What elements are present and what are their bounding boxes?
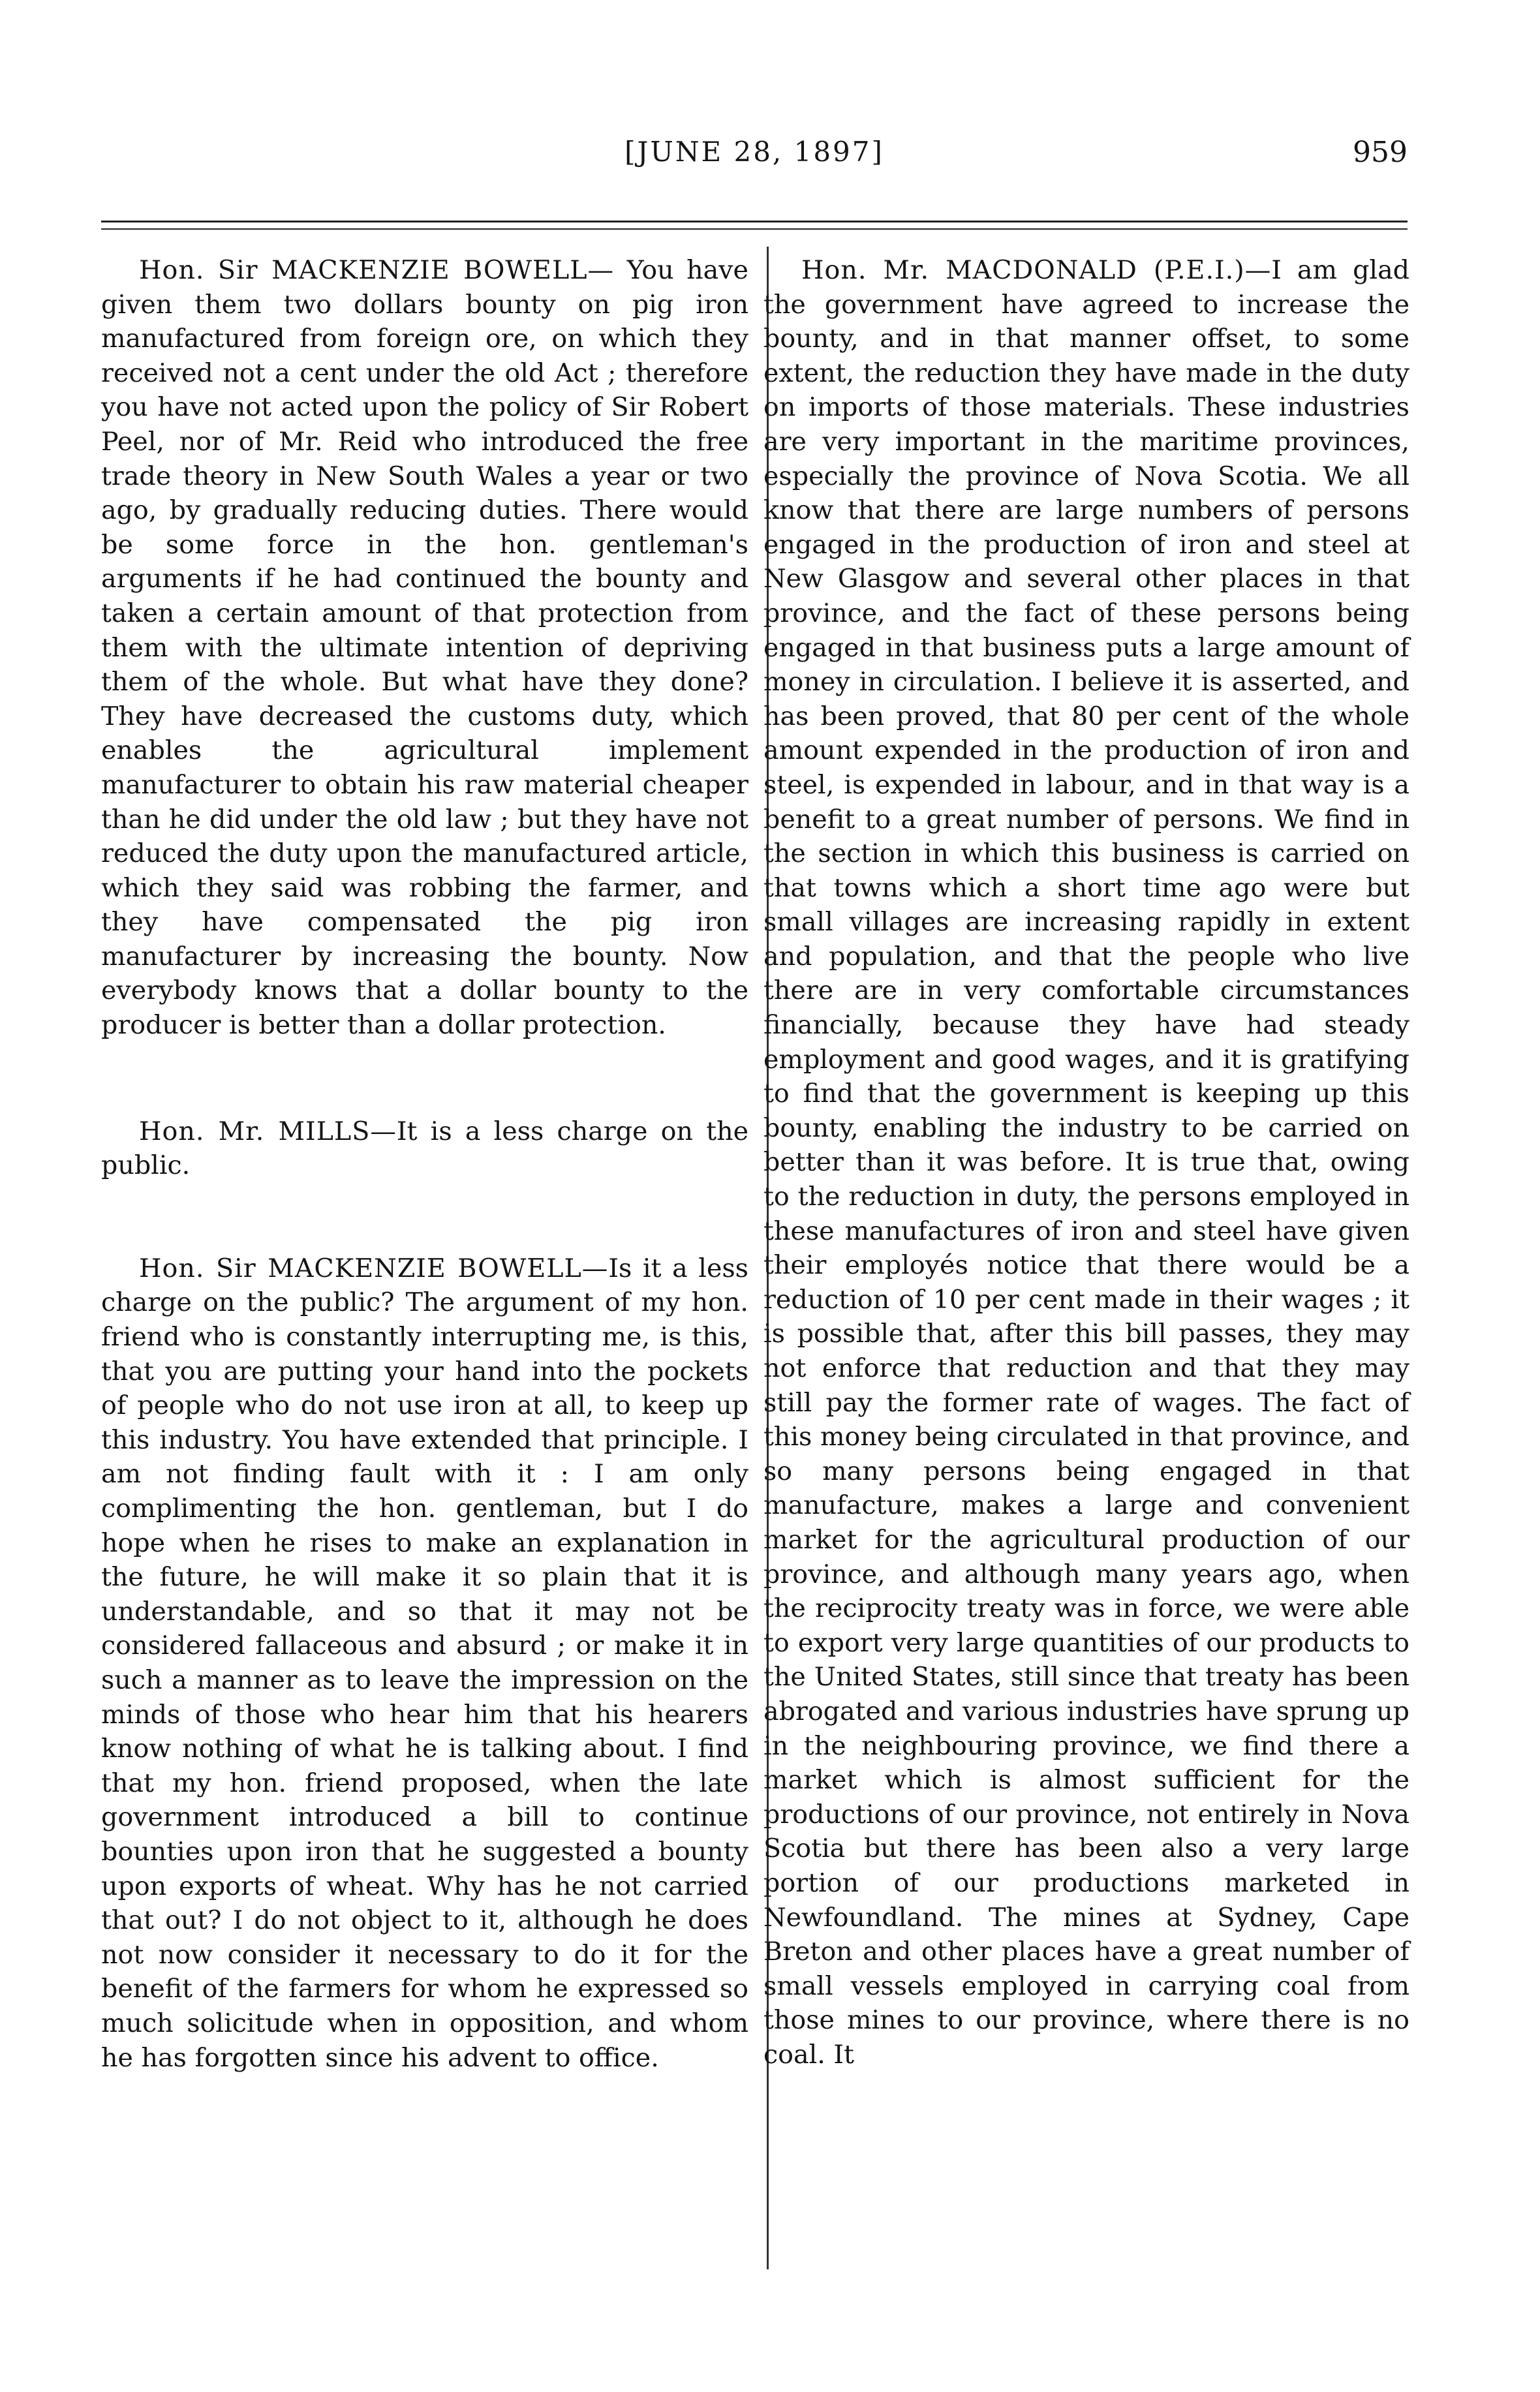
paragraph xyxy=(101,1251,748,2075)
speaker-name: Hon. Sir MACKENZIE BOWELL— xyxy=(139,1253,609,1283)
page-header xyxy=(101,136,1408,181)
right-column xyxy=(763,253,1409,2072)
speaker-name: Hon. Mr. MILLS— xyxy=(139,1116,397,1146)
paragraph-text: It is a less charge on the public. xyxy=(101,1116,749,1181)
paragraph-gap xyxy=(101,1043,748,1114)
paragraph-text: You have given them two dollars bounty on pig iron manufactured from foreign ore, on which they received not a cent under the old Act ; therefore you have not acted upon the policy of Sir Robert Peel, nor of Mr. Reid who introduced the free trade theory in New South Wales a year or two ago, by gradually reducing duties. There would be some force in the hon. gentleman's arguments if he had continued the bounty and taken a certain amount of that protection from them with the ultimate intention of depriving them of the whole. But what have they done? They have decreased the customs duty, which enables the agricultural implement manufacturer to obtain his raw material cheaper than he did under the old law ; but they have not reduced the duty upon the manufactured article, which they said was robbing the farmer, and they have compensated the pig iron manufacturer by increasing the bounty. Now everybody knows that a dollar bounty to the producer is better than a dollar protection. xyxy=(101,255,748,1041)
paragraph xyxy=(101,253,748,1043)
page-number: 959 xyxy=(1353,136,1408,169)
paragraph-gap xyxy=(101,1183,748,1251)
paragraph-text: I am glad the government have agreed to increase the bounty, and in that manner offset, to some extent, the reduction they have made in the duty on imports of those materials. These industries are very important in the maritime provinces, especially the province of Nova Scotia. We all know that there are large numbers of persons engaged in the production of iron and steel at New Glasgow and several other places in that province, and the fact of these persons being engaged in that business puts a large amount of money in circulation. I believe it is asserted, and has been proved, that 80 per cent of the whole amount expended in the production of iron and steel, is expended in labour, and in that way is a benefit to a great number of persons. We find in the section in which this business is carried on that towns which a short time ago were but small villages are increasing rapidly in extent and population, and that the people who live there are in very comfortable circumstances financially, because they have had steady employment and good wages, and it is gratifying to find that the government is keeping up this bounty, enabling the industry to be carried on better than it was before. It is true that, owing to the reduction in duty, the persons employed in these manufactures of iron and steel have given their employés notice that there would be a reduction of 10 per cent made in their wages ; it is possible that, after this bill passes, they may not enforce that reduction and that they may still pay the former rate of wages. The fact of this money being circulated in that province, and so many persons being engaged in that manufacture, makes a large and convenient market for the agricultural production of our province, and although many years ago, when the reciprocity treaty was in force, we were able to export very large quantities of our products to the United States, still since that treaty has been abrogated and various industries have sprung up in the neighbouring province, we find there a market which is almost sufficient for the productions of our province, not entirely in Nova Scotia but there has been also a very large portion of our productions marketed in Newfoundland. The mines at Sydney, Cape Breton and other places have a great number of small vessels employed in carrying coal from those mines to our province, where there is no coal. It xyxy=(763,255,1409,2070)
left-column xyxy=(101,253,748,2075)
paragraph xyxy=(101,1114,748,1183)
speaker-name: Hon. Mr. MACDONALD (P.E.I.)— xyxy=(801,255,1272,285)
speaker-name: Hon. Sir MACKENZIE BOWELL— xyxy=(139,255,615,285)
paragraph xyxy=(763,253,1409,2072)
header-date: [JUNE 28, 1897] xyxy=(624,136,884,168)
paragraph-text: Is it a less charge on the public? The argument of my hon. friend who is constantly interrupting me, is this, that you are putting your hand into the pockets of people who do not use iron at all, to keep up this industry. You have extended that principle. I am not finding fault with it : I am only complimenting the hon. gentleman, but I do hope when he rises to make an explanation in the future, he will make it so plain that it is understandable, and so that it may not be considered fallaceous and absurd ; or make it in such a manner as to leave the impression on the minds of those who hear him that his hearers know nothing of what he is talking about. I find that my hon. friend proposed, when the late government introduced a bill to continue bounties upon iron that he suggested a bounty upon exports of wheat. Why has he not carried that out? I do not object to it, although he does not now consider it necessary to do it for the benefit of the farmers for whom he expressed so much solicitude when in opposition, and whom he has forgotten since his advent to office. xyxy=(101,1253,748,2073)
header-rule-top xyxy=(101,221,1408,222)
header-rule-bottom xyxy=(101,228,1408,230)
